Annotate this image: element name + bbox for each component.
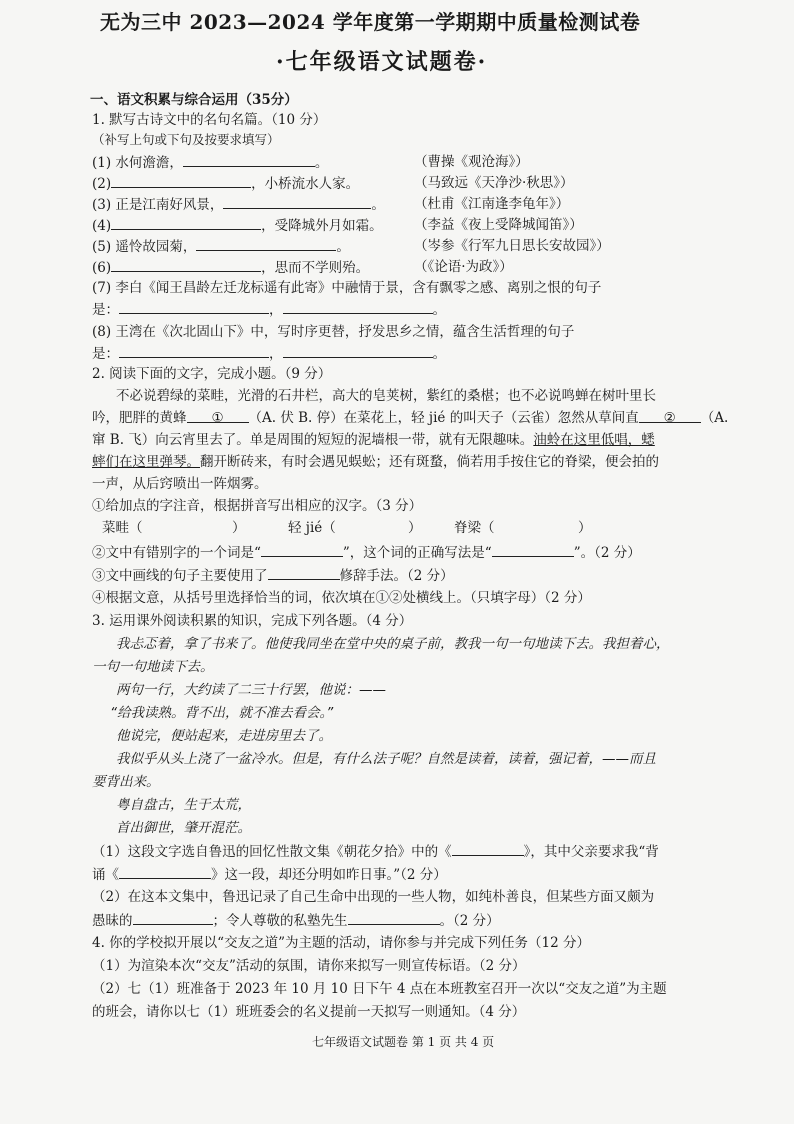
q3-excerpt-line-6: 我似乎从头上浇了一盆冷水。但是，有什么法子呢？自然是读着，读着，强记着，——而且 [116, 751, 656, 767]
q1-line-6-post: ，思而不学则殆。 [261, 260, 370, 276]
q1-source-3: （杜甫《江南逢李龟年》） [414, 196, 570, 212]
answer-blank[interactable] [111, 173, 251, 188]
q2-stem: 2. 阅读下面的文字，完成小题。（9 分） [92, 366, 332, 382]
q1-line-2-post: ，小桥流水人家。 [251, 176, 360, 192]
answer-blank[interactable] [119, 343, 269, 358]
answer-blank[interactable] [223, 194, 371, 209]
answer-blank[interactable] [283, 299, 433, 314]
q3-sub1 [92, 841, 659, 862]
q2-sub1: ①给加点的字注音，根据拼音写出相应的汉字。（3 分） [92, 498, 423, 514]
q3-excerpt-line-7: 要背出来。 [92, 774, 160, 790]
q1-line-6-pre: (6) [92, 260, 112, 276]
q3-sub2-text: ；令人尊敬的私塾先生 [212, 913, 348, 929]
q2-sub4: ④根据文意，从括号里选择恰当的词，依次填在①②处横线上。（只填字母）（2 分） [92, 590, 591, 606]
answer-blank-1[interactable]: ① [187, 408, 249, 423]
q3-sub1-text: 诵《 [92, 867, 119, 883]
underlined-sentence: 蟀们在这里弹琴。 [92, 454, 200, 470]
underlined-sentence: 油蛉在这里低唱，蟋 [533, 432, 655, 448]
q3-excerpt-line-4: “给我读熟。背不出，就不准去看会。” [110, 705, 334, 721]
q2-sub2-text: ”。（2 分） [573, 545, 641, 561]
q1-line-3 [92, 194, 385, 215]
q4-sub2: （2）七（1）班准备于 2023 年 10 月 10 日下午 4 点在本班教室召开一次以“交友之道”为主题 [92, 981, 667, 997]
q3-sub2: （2）在这本文集中，鲁迅记录了自己生命中出现的一些人物，如纯朴善良，但某些方面又颇为 [92, 889, 655, 905]
answer-blank[interactable] [111, 257, 261, 272]
passage-text: （A. [700, 410, 729, 426]
page-footer: 七年级语文试题卷 第 1 页 共 4 页 [312, 1035, 495, 1049]
q2-sub3 [92, 565, 454, 586]
answer-blank[interactable] [119, 864, 211, 879]
q1-line-1-post: 。 [314, 155, 329, 171]
q3-sub2-text: 。（2 分） [439, 913, 500, 929]
q1-item7-text: (7) 李白《闻王昌龄左迁龙标遥有此寄》中融情于景，含有飘零之感、离别之恨的句子 [92, 280, 602, 296]
q3-sub1-cont [92, 864, 447, 885]
q1-item7-answer: 是： ， 。 [92, 299, 446, 320]
q4-sub1: （1）为渲染本次“交友”活动的氛围，请你来拟写一则宣传标语。（2 分） [92, 958, 526, 974]
exam-title: 无为三中 2023—2024 学年度第一学期期中质量检测试卷 [100, 10, 641, 34]
item-qingjie-close[interactable]: ） [408, 520, 422, 536]
q2-passage-line-1: 不必说碧绿的菜畦，光滑的石井栏，高大的皂荚树，紫红的桑椹；也不必说鸣蝉在树叶里长 [116, 388, 656, 404]
q3-excerpt-line-9: 首出御世，肇开混茫。 [116, 820, 251, 836]
q1-line-5 [92, 236, 350, 257]
q2-sub2-text: ”，这个词的正确写法是“ [342, 545, 492, 561]
answer-blank[interactable] [492, 542, 574, 557]
q3-sub1-text: （1）这段文字选自鲁迅的回忆性散文集《朝花夕拾》中的《 [92, 844, 452, 860]
q1-item7-label: 是： [92, 302, 119, 318]
answer-blank[interactable] [283, 343, 433, 358]
q1-source-4: （李益《夜上受降城闻笛》） [414, 217, 583, 233]
q3-excerpt-line-2: 一句一句地读下去。 [92, 659, 214, 675]
item-jiliang: 脊梁（ [454, 520, 495, 536]
q1-line-1 [92, 152, 328, 173]
q2-sub2-text: ②文中有错别字的一个词是“ [92, 545, 261, 561]
q2-passage-line-3 [92, 430, 655, 450]
answer-blank[interactable] [111, 215, 261, 230]
section-heading: 一、语文积累与综合运用（35分） [90, 92, 298, 108]
answer-blank[interactable] [261, 542, 343, 557]
q1-item8-text: (8) 王湾在《次北固山下》中，写时序更替，抒发思乡之情，蕴含生活哲理的句子 [92, 324, 575, 340]
q1-source-6: （《论语·为政》） [414, 259, 513, 275]
q2-sub3-text: 修辞手法。（2 分） [339, 568, 454, 584]
q3-sub2-cont [92, 910, 500, 931]
q1-line-4-pre: (4) [92, 218, 112, 234]
answer-blank[interactable] [183, 152, 315, 167]
q3-excerpt-line-5: 他说完，便站起来，走进房里去了。 [116, 728, 332, 744]
q2-passage-line-5: 一声，从后窍喷出一阵烟雾。 [92, 476, 268, 492]
answer-blank[interactable] [268, 565, 340, 580]
q1-line-3-post: 。 [371, 197, 385, 213]
q2-passage-line-2 [92, 408, 728, 428]
q1-line-2 [92, 173, 359, 194]
passage-text: 窜 B. 飞）向云宵里去了。单是周围的短短的泥墙根一带，就有无限趣味。 [92, 432, 534, 448]
q2-sub3-text: ③文中画线的句子主要使用了 [92, 568, 268, 584]
item-jiliang-close[interactable]: ） [578, 520, 592, 536]
q3-sub2-text: 愚昧的 [92, 913, 133, 929]
q1-line-4 [92, 215, 383, 236]
passage-text: 吟，肥胖的黄蜂 [92, 410, 187, 426]
q1-line-5-post: 。 [336, 239, 350, 255]
q1-item8-answer: 是： ， 。 [92, 343, 446, 364]
passage-text: 翻开断砖来，有时会遇见蜈蚣；还有斑蝥，倘若用手按住它的脊梁，便会拍的 [200, 454, 659, 470]
item-caiqi: 菜畦（ [102, 520, 143, 536]
q1-line-4-post: ，受降城外月如霜。 [261, 218, 383, 234]
q2-passage-line-4 [92, 452, 659, 472]
q1-line-6 [92, 257, 369, 278]
q1-source-5: （岑参《行军九日思长安故园》） [414, 238, 610, 254]
q3-sub1-text: 》这一段，却还分明如昨日事。”（2 分） [211, 867, 447, 883]
answer-blank[interactable] [119, 299, 269, 314]
q1-line-3-pre: (3) 正是江南好风景， [92, 197, 224, 213]
answer-blank[interactable] [196, 236, 336, 251]
q2-sub2 [92, 542, 641, 563]
q3-stem: 3. 运用课外阅读积累的知识，完成下列各题。（4 分） [92, 613, 413, 629]
answer-blank[interactable] [452, 841, 524, 856]
q1-line-2-pre: (2) [92, 176, 112, 192]
answer-blank[interactable] [348, 910, 440, 925]
answer-blank-2[interactable]: ② [639, 408, 701, 423]
q1-item8-label: 是： [92, 346, 119, 362]
q3-excerpt-line-8: 粤自盘古，生于太荒， [116, 797, 251, 813]
item-caiqi-close[interactable]: ） [232, 520, 246, 536]
q4-sub2-cont: 的班会，请你以七（1）班班委会的名义提前一天拟写一则通知。（4 分） [92, 1004, 526, 1020]
q1-line-5-pre: (5) 遥怜故园菊， [92, 239, 197, 255]
q3-excerpt-line-1: 我忐忑着，拿了书来了。他使我同坐在堂中央的桌子前，教我一句一句地读下去。我担着心， [116, 636, 670, 652]
q1-stem: 1. 默写古诗文中的名句名篇。（10 分） [92, 112, 327, 128]
q1-source-1: （曹操《观沧海》） [414, 154, 529, 170]
q1-source-2: （马致远《天净沙·秋思》） [414, 175, 574, 191]
q1-note: （补写上句或下句及按要求填写） [92, 132, 280, 147]
q1-line-1-pre: (1) 水何澹澹， [92, 155, 183, 171]
exam-subtitle: ·七年级语文试题卷· [276, 49, 488, 75]
answer-blank[interactable] [133, 910, 213, 925]
q4-stem: 4. 你的学校拟开展以“交友之道”为主题的活动，请你参与并完成下列任务（12 分） [92, 935, 590, 951]
q3-excerpt-line-3: 两句一行，大约读了二三十行罢，他说：—— [116, 682, 386, 698]
passage-text: （A. 伏 B. 停）在菜花上，轻 jié 的叫天子（云雀）忽然从草间直 [248, 410, 639, 426]
item-qingjie: 轻 jié（ [288, 520, 336, 536]
q3-sub1-text: 》，其中父亲要求我“背 [523, 844, 659, 860]
